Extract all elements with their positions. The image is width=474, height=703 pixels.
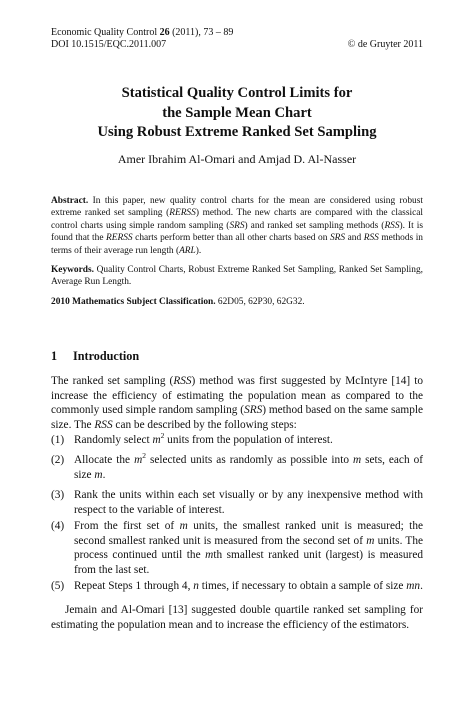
math-var: mn	[406, 580, 421, 592]
step-text: .	[102, 468, 106, 481]
title-line-3: Using Robust Extreme Ranked Set Sampling	[97, 124, 377, 140]
step-text: units, the smallest ranked unit is measured; the second smallest ranked unit is measured from the second set of	[74, 520, 423, 547]
abstract-term: SRS	[229, 220, 245, 231]
step-label: (2)	[51, 454, 65, 466]
abstract-text: charts perform better than all other charts based on	[132, 233, 330, 244]
step-label: (3)	[51, 489, 65, 501]
abstract-text: In this paper, new quality control charts for the mean are considered using robust extreme ranked set sampling (	[51, 196, 423, 219]
msc-classification	[51, 296, 423, 308]
abstract-term: RSS	[363, 233, 379, 244]
abstract-text: methods in terms of their average run length (	[51, 233, 423, 256]
abstract-text: ) method. The new charts are compared with the classical control charts using simple random sampling (	[51, 208, 424, 231]
title-line-1: Statistical Quality Control Limits for	[121, 85, 353, 101]
section-title: Introduction	[73, 349, 140, 363]
journal-volume: 26	[159, 27, 170, 38]
step-item-1	[51, 433, 423, 448]
publisher-copyright: © de Gruyter 2011	[347, 39, 423, 50]
math-var: m	[352, 454, 362, 466]
math-var: m	[134, 454, 143, 466]
abstract-text: ).	[195, 245, 202, 256]
body-text: ) method was first suggested by McIntyre [14] to increase the efficiency of estimating the population mean as compared to the commonly used simple random sampling (	[51, 375, 424, 417]
journal-year-pages: (2011), 73 – 89	[172, 27, 234, 38]
journal-header-line2	[51, 39, 423, 51]
paper-title	[40, 84, 434, 143]
step-text: Randomly select	[74, 434, 153, 446]
math-var: n	[193, 580, 199, 592]
step-text: .	[420, 580, 423, 592]
body-term: SRS	[244, 404, 263, 417]
abstract-term: ARL	[179, 245, 196, 256]
math-var: m	[205, 549, 214, 562]
section-heading	[51, 349, 139, 364]
step-text: Rank the units within each set visually or by any inexpensive method with respect to the variable of interest.	[74, 489, 423, 516]
abstract-text: and	[345, 233, 364, 244]
math-var: m	[152, 434, 161, 446]
body-text: ) method based on the same sample size. The	[51, 404, 423, 431]
body-paragraph: Jemain and Al-Omari [13] suggested double quartile ranked set sampling for estimating the population mean and to increase the efficiency of the estimators.	[51, 604, 423, 631]
keywords-label: Keywords.	[51, 265, 94, 275]
msc-label: 2010 Mathematics Subject Classification.	[51, 297, 216, 307]
math-var: m	[179, 520, 188, 532]
step-label: (1)	[51, 434, 65, 446]
step-text: Allocate the	[74, 454, 135, 466]
journal-header-line1	[51, 27, 423, 39]
step-text: From the first set of	[74, 520, 180, 532]
step-item-4	[51, 519, 423, 577]
step-label: (5)	[51, 580, 65, 592]
step-text: sets, each of size	[74, 454, 424, 481]
abstract-label: Abstract.	[51, 196, 89, 206]
body-text: can be described by the following steps:	[112, 418, 297, 431]
title-line-2: the Sample Mean Chart	[162, 104, 312, 121]
section-number: 1	[51, 349, 58, 363]
abstract-term: RERSS	[106, 233, 133, 244]
msc-text: 62D05, 62P30, 62G32.	[215, 297, 305, 307]
step-item-5	[51, 579, 423, 594]
step-item-3	[51, 488, 423, 517]
abstract-text: ) and ranked set sampling methods (	[244, 220, 385, 231]
step-text: selected units as randomly as possible into	[145, 454, 353, 466]
step-text: units. The process continued until the	[74, 534, 423, 562]
authors: Amer Ibrahim Al-Omari and Amjad D. Al-Nasser	[117, 152, 357, 166]
journal-name: Economic Quality Control	[51, 27, 158, 38]
doi: DOI 10.1515/EQC.2011.007	[51, 39, 167, 50]
math-var: m	[366, 534, 375, 547]
step-text: units from the population of interest.	[164, 434, 333, 446]
keywords	[51, 264, 423, 289]
step-text: times, if necessary to obtain a sample of size	[198, 580, 407, 592]
math-exponent: 2	[142, 451, 146, 460]
body-term: RSS	[94, 418, 113, 431]
body-term: RSS	[173, 375, 192, 387]
intro-paragraph	[51, 374, 423, 432]
step-label: (4)	[51, 520, 65, 532]
math-exponent: 2	[160, 431, 165, 440]
keywords-text: Quality Control Charts, Robust Extreme Ranked Set Sampling, Ranked Set Sampling, Average Run Length.	[51, 265, 423, 288]
abstract-term: RSS	[384, 220, 400, 231]
abstract-term: SRS	[329, 233, 346, 244]
step-text: th smallest ranked unit (largest) is measured from the last set.	[74, 549, 423, 576]
body-text: The ranked set sampling (	[51, 375, 174, 387]
math-var: m	[94, 468, 103, 481]
abstract-term: RERSS	[169, 208, 196, 219]
abstract-text: ). It is found that the	[51, 220, 424, 244]
step-item-2	[51, 453, 423, 482]
step-text: Repeat Steps 1 through 4,	[74, 580, 194, 592]
abstract	[51, 195, 423, 257]
